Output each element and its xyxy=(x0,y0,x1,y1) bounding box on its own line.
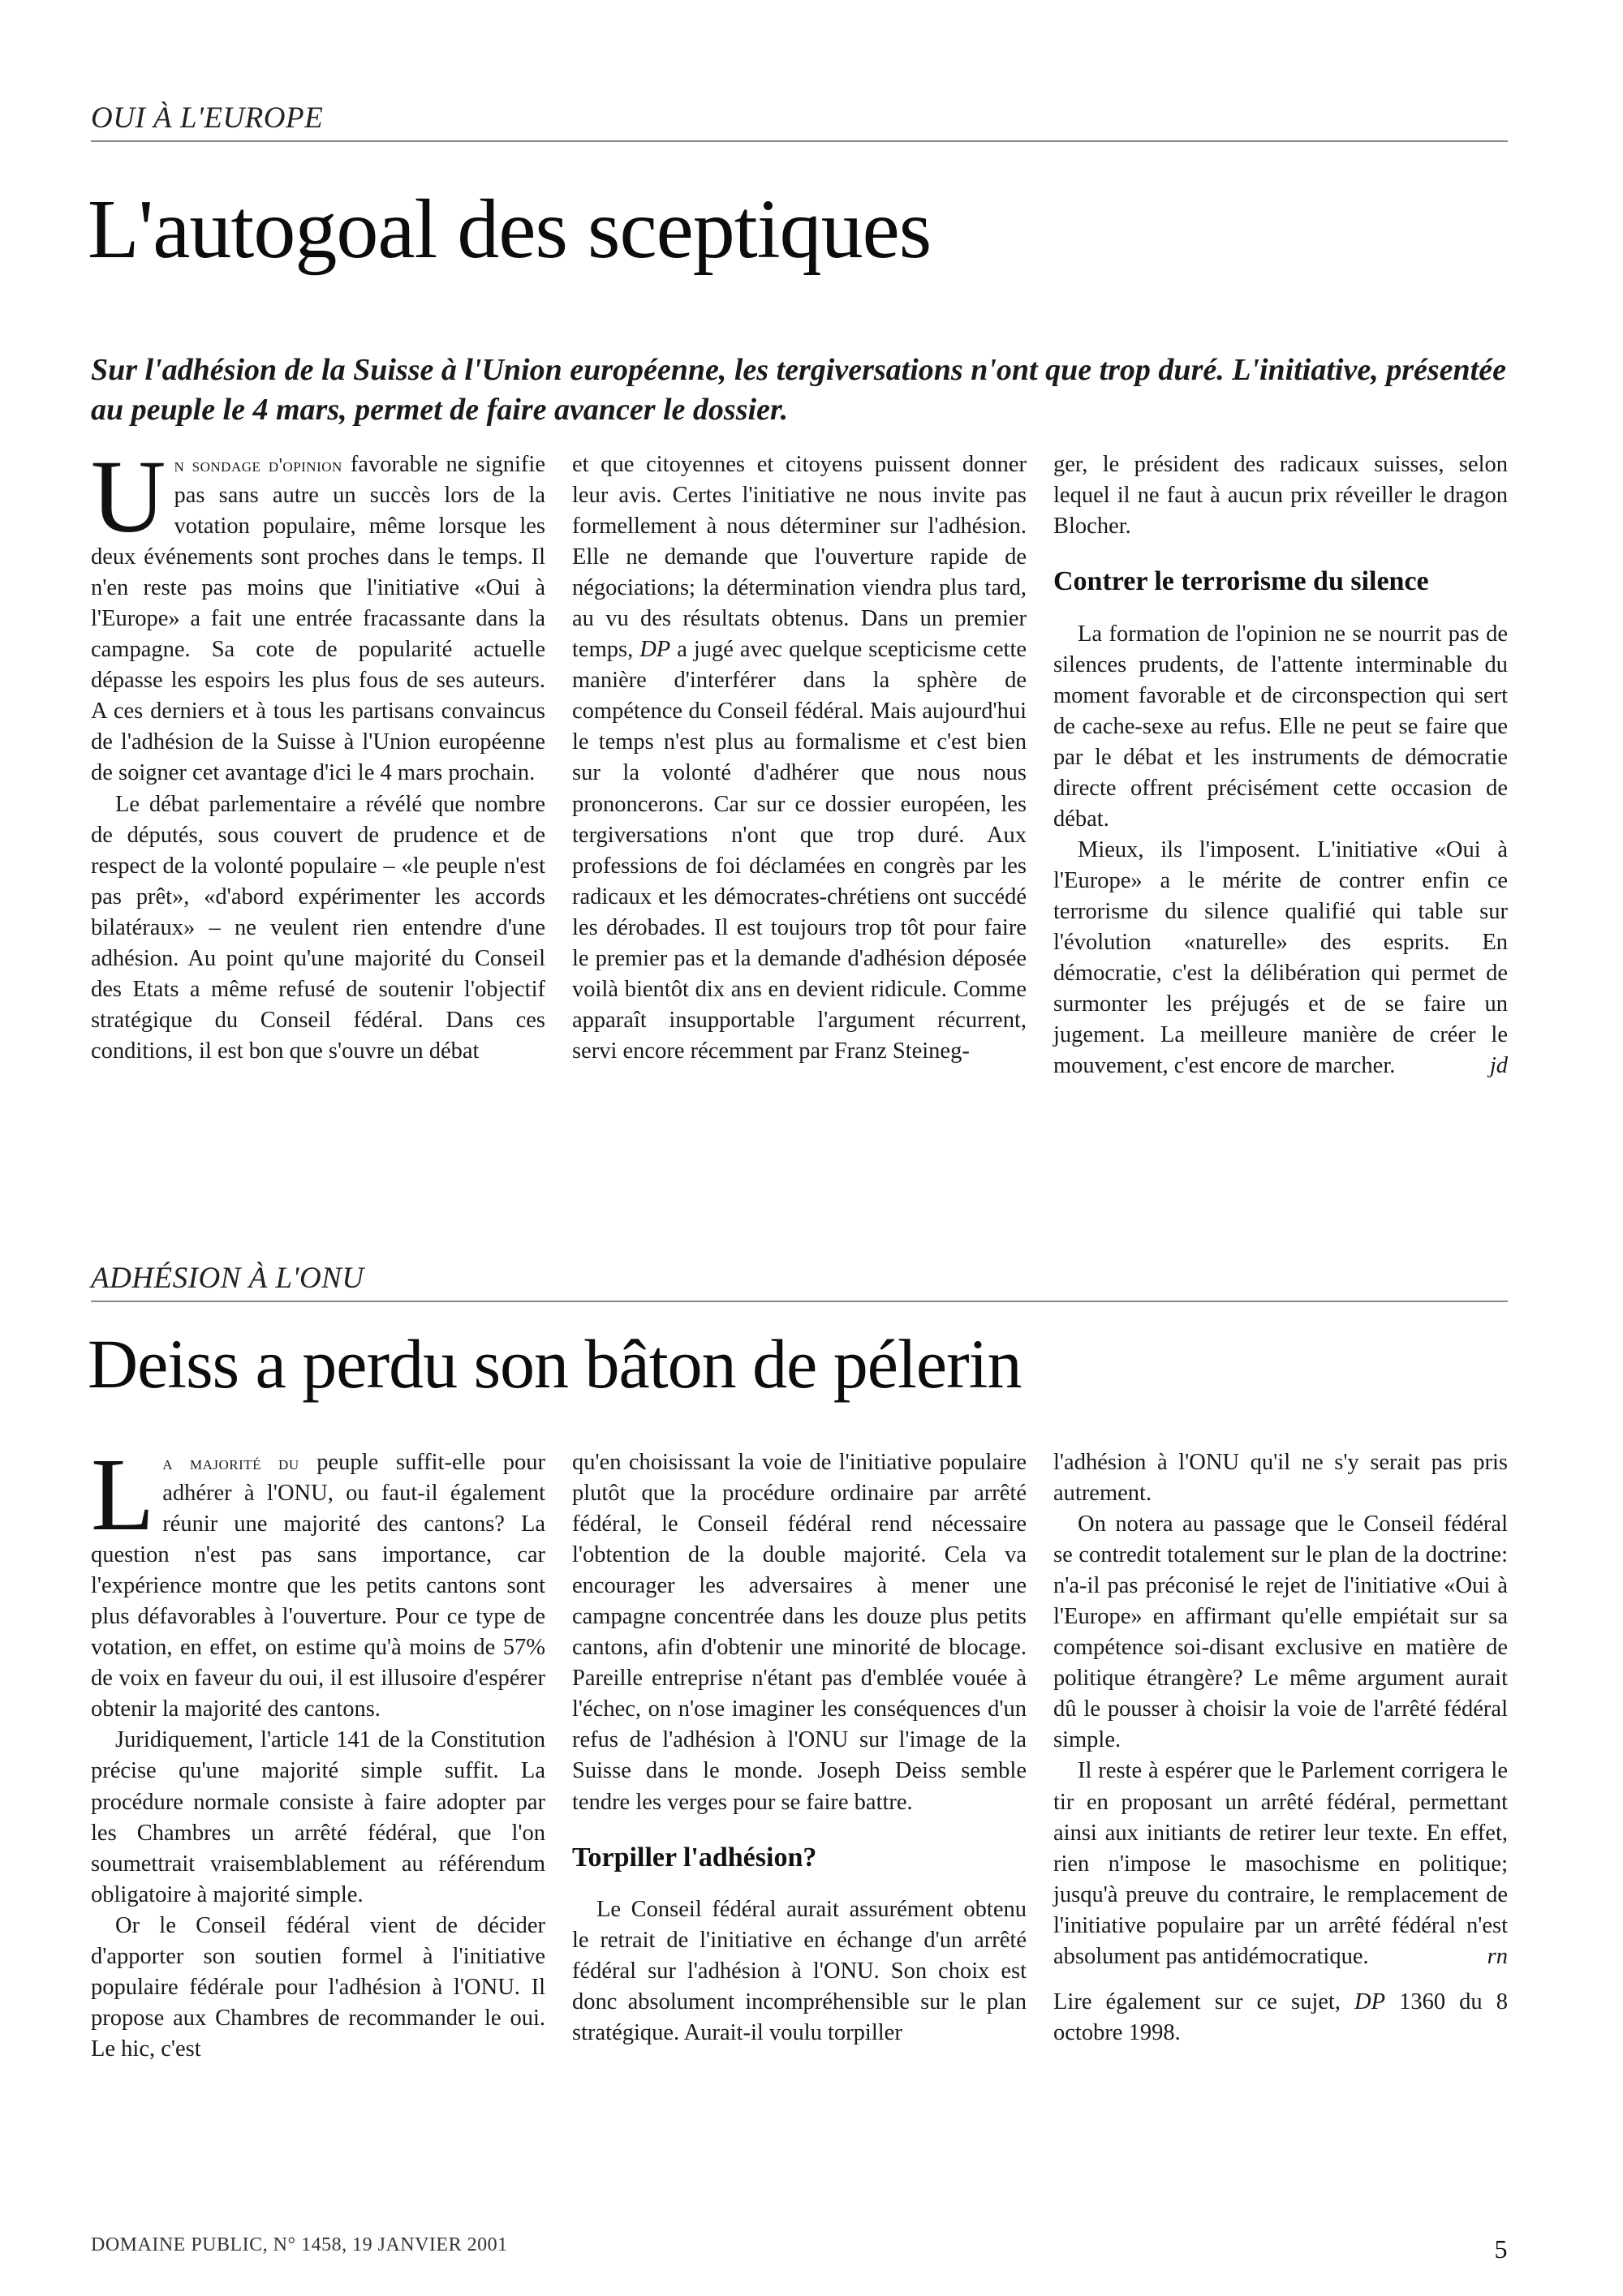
dp-reference: DP xyxy=(639,637,671,663)
paragraph: La formation de l'opinion ne se nourrit pas de silences prudents, de l'attente interminable du moment favorable et de circonspection qui sert de cache-sexe au refus. Elle ne peut se faire que par le débat et les instruments de démocratie directe offrent précisément cette occasion de débat. xyxy=(1053,621,1508,832)
article-onu-col-3 xyxy=(1053,1447,1508,2065)
paragraph xyxy=(1053,835,1508,1081)
headline-deiss: Deiss a perdu son bâton de pélerin xyxy=(88,1325,1022,1403)
paragraph: ger, le président des radicaux suisses, selon lequel il ne faut à aucun prix réveiller le dragon Blocher. xyxy=(1053,452,1508,540)
headline-autogoal: L'autogoal des sceptiques xyxy=(88,183,932,276)
paragraph: l'adhésion à l'ONU qu'il ne s'y serait pas pris autrement. xyxy=(1053,1450,1508,1507)
subheading-terrorisme: Contrer le terrorisme du silence xyxy=(1053,566,1429,597)
paragraph-text: Il reste à espérer que le Parlement corrigera le tir en proposant un arrêté fédéral, permettant ainsi aux initiants de retirer leur texte. En effet, rien n'impose le masochisme en politique; jusqu'à preuve du contraire, le remplacement de l'initiative populaire par un arrêté fédéral n'est absolument pas antidémocratique. xyxy=(1053,1758,1508,1969)
issue-info: DOMAINE PUBLIC, N° 1458, 19 JANVIER 2001 xyxy=(91,2234,508,2255)
author-signature: rn xyxy=(1487,1943,1508,1969)
paragraph-text: et que citoyennes et citoyens puissent donner leur avis. Certes l'initiative ne nous invite pas formellement à nous déterminer sur l'adhésion. Elle ne demande que l'ouverture rapide de négociations; la détermination viendra plus tard, au vu des résultats obtenus. Dans un premier temps, xyxy=(572,452,1027,663)
article-onu-body xyxy=(91,1437,1509,2065)
drop-cap: U xyxy=(91,439,166,554)
paragraph: Le Conseil fédéral aurait assurément obtenu le retrait de l'initiative en échange d'un arrêté fédéral sur l'adhésion à l'ONU. Son choix est donc absolument incompréhensible sur le plan stratégique. Aurait-il voulu torpiller xyxy=(572,1897,1027,2046)
article-europe-col-3 xyxy=(1053,449,1508,1081)
paragraph-text: favorable ne signifie pas sans autre un succès lors de la votation populaire, même lorsque les deux événements sont proches dans le temps. Il n'en reste pas moins que l'initiative «Oui à l'Europe» a fait une entrée fracassante dans la campagne. Sa cote de popularité actuelle dépasse les espoirs les plus fous de ses auteurs. A ces derniers et à tous les partisans convaincus de l'adhésion de la Suisse à l'Union européenne de soigner cet avantage d'ici le 4 mars prochain. xyxy=(91,452,545,786)
drop-cap: L xyxy=(91,1437,155,1552)
article-europe-col-2 xyxy=(572,449,1027,1081)
paragraph-text: 1360 du 8 octobre 1998. xyxy=(1053,1989,1509,2045)
paragraph-text: a jugé avec quelque scepticisme cette manière d'interférer dans la sphère de compétence du Conseil fédéral. Mais aujourd'hui le temps n'est plus au formalisme et c'est bien sur la volonté d'adhérer que nous nous prononcerons. Car sur ce dossier européen, les tergiversations n'ont que trop duré. Aux professions de foi déclamées en congrès par les radicaux et les démocrates-chrétiens ont succédé les dérobades. Il est toujours trop tôt pour faire le premier pas et la demande d'adhésion déposée voilà bientôt dix ans en devient ridicule. Comme apparaît insupportable l'argument récurrent, servi encore récemment par Franz Steineg- xyxy=(572,637,1027,1064)
paragraph-text: Lire également sur ce sujet, xyxy=(1053,1989,1355,2014)
paragraph-text: Mieux, ils l'imposent. L'initiative «Oui à l'Europe» a le mérite de contrer enfin ce terrorisme du silence qualifié qui table sur l'évolution «naturelle» des esprits. En démocratie, c'est la délibération qui permet de surmonter les préjugés et de se faire un jugement. La meilleure manière de créer le mouvement, c'est encore de marcher. xyxy=(1053,836,1508,1079)
paragraph-text: peuple suffit-elle pour adhérer à l'ONU, ou faut-il également réunir une majorité des cantons? La question n'est pas sans importance, car l'expérience montre que les petits cantons sont plus défavorables à l'ouverture. Pour ce type de votation, en effet, on estime qu'à moins de 57% de voix en faveur du oui, il est illusoire d'espérer obtenir la majorité des cantons. xyxy=(91,1450,546,1722)
article-onu-col-2 xyxy=(572,1447,1027,2065)
dp-reference: DP xyxy=(1354,1989,1386,2014)
paragraph: qu'en choisissant la voie de l'initiative populaire plutôt que la procédure ordinaire par arrêté fédéral, le Conseil fédéral rend nécessaire l'obtention de la double majorité. Cela va encourager les adversaires à mener une campagne concentrée dans les douze plus petits cantons, afin d'obtenir une minorité de blocage. Pareille entreprise n'étant pas d'emblée vouée à l'échec, on n'ose imaginer les conséquences d'un refus de l'adhésion à l'ONU sur l'image de la Suisse dans le monde. Joseph Deiss semble tendre les verges pour se faire battre. xyxy=(572,1450,1027,1815)
section-kicker-onu: ADHÉSION À L'ONU xyxy=(91,1262,1508,1302)
page-number: 5 xyxy=(1494,2234,1508,2264)
standfirst-europe: Sur l'adhésion de la Suisse à l'Union européenne, les tergiversations n'ont que trop duré. L'initiative, présentée au peuple le 4 mars, permet de faire avancer le dossier. xyxy=(91,353,1506,428)
article-europe-body xyxy=(91,439,1508,1081)
paragraph: On notera au passage que le Conseil fédéral se contredit totalement sur le plan de la doctrine: n'a-il pas préconisé le rejet de l'initiative «Oui à l'Europe» en affirmant qu'elle empiétait sur sa compétence soi-disant exclusive en matière de politique étrangère? Le même argument aurait dû le pousser à choisir la voie de l'arrêté fédéral simple. xyxy=(1053,1511,1508,1753)
subheading-torpiller: Torpiller l'adhésion? xyxy=(572,1842,817,1872)
lead-in: n sondage d'opinion xyxy=(174,455,342,476)
paragraph xyxy=(91,1437,546,1725)
article-onu-col-1 xyxy=(91,1437,546,2065)
paragraph: Or le Conseil fédéral vient de décider d'apporter son soutien formel à l'initiative populaire fédérale pour l'adhésion à l'ONU. Il propose aux Chambres de recommander le oui. Le hic, c'est xyxy=(91,1912,545,2062)
author-signature: jd xyxy=(1489,1053,1508,1079)
paragraph: Juridiquement, l'article 141 de la Constitution précise qu'une majorité simple suffit. La procédure normale consiste à faire adopter par les Chambres un arrêté fédéral, que l'on soumettrait vraisemblablement au référendum obligatoire à majorité simple. xyxy=(91,1727,545,1907)
lead-in: a majorité du xyxy=(162,1453,299,1474)
paragraph xyxy=(91,439,545,789)
paragraph xyxy=(1053,1987,1508,2049)
paragraph xyxy=(1053,1756,1508,1971)
paragraph: Le débat parlementaire a révélé que nombre de députés, sous couvert de prudence et de respect de la volonté populaire – «le peuple n'est pas prêt», «d'abord expérimenter les accords bilatéraux» – ne veulent rien entendre d'une adhésion. Au point qu'une majorité du Conseil des Etats a même refusé de soutenir l'objectif stratégique du Conseil fédéral. Dans ces conditions, il est bon que s'ouvre un débat xyxy=(91,791,545,1064)
paragraph xyxy=(572,449,1027,1067)
page-footer xyxy=(91,2234,1508,2264)
section-kicker-europe: OUI À L'EUROPE xyxy=(91,102,1508,142)
article-europe-col-1 xyxy=(91,439,545,1081)
